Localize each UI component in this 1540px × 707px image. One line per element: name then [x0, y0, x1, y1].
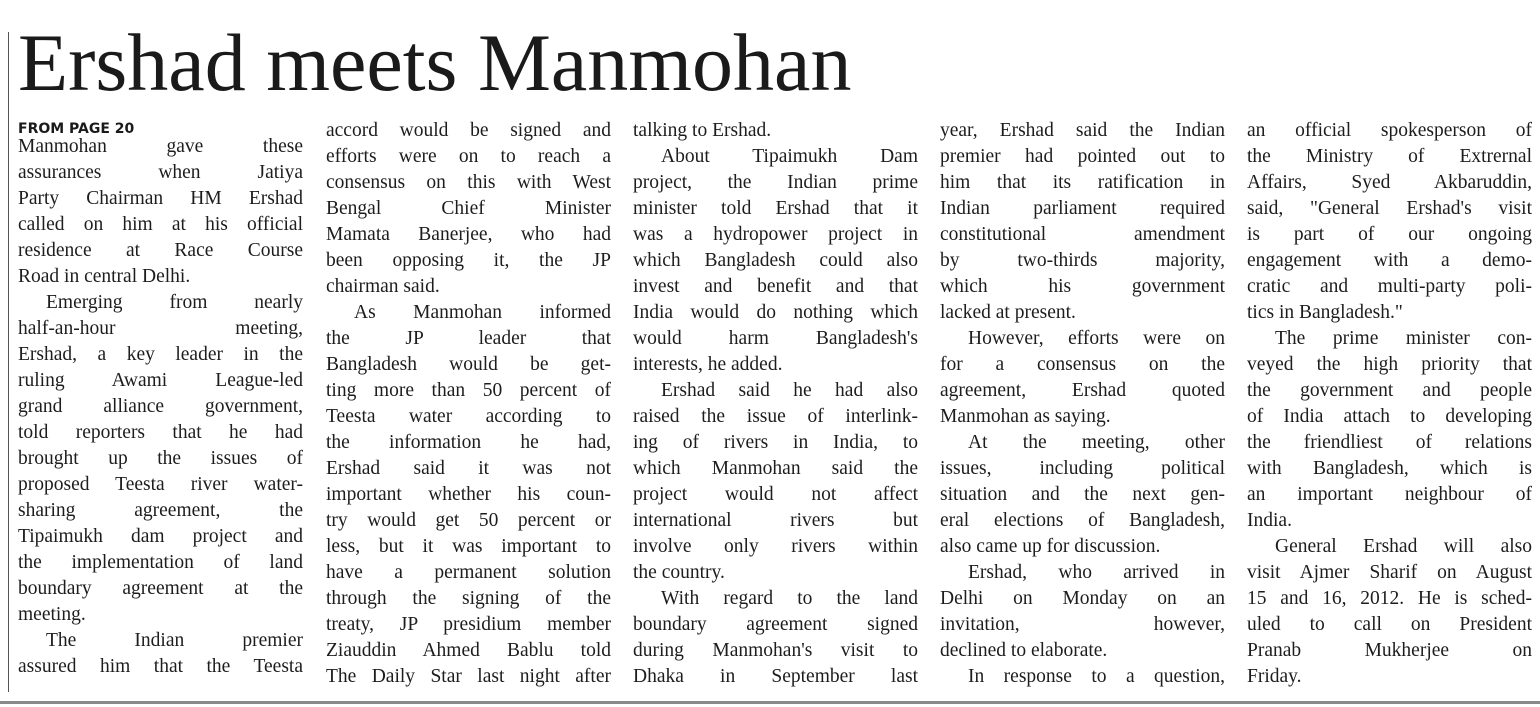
text-line: tics in Bangladesh." — [1247, 302, 1403, 323]
text-line: India. — [1247, 510, 1292, 531]
text-line: assured him that the Teesta — [18, 656, 303, 677]
text-line: half-an-hour meeting, — [18, 318, 303, 339]
text-line: try would get 50 percent or — [326, 510, 611, 531]
article-column-1 — [18, 118, 303, 680]
text-line: less, but it was important to — [326, 536, 611, 557]
text-line: ting more than 50 percent of — [326, 380, 611, 401]
text-line: boundary agreement signed — [633, 614, 918, 635]
text-line: invitation, however, — [940, 614, 1225, 635]
text-line: the Ministry of Extrernal — [1247, 146, 1532, 167]
bottom-rule — [0, 701, 1540, 704]
text-line: ruling Awami League-led — [18, 370, 303, 391]
text-line: proposed Teesta river water- — [18, 474, 303, 495]
text-line: cratic and multi-party poli- — [1247, 276, 1532, 297]
text-line: Teesta water according to — [326, 406, 611, 427]
text-line: Affairs, Syed Akbaruddin, — [1247, 172, 1532, 193]
text-line: would harm Bangladesh's — [633, 328, 918, 349]
text-line: the friendliest of relations — [1247, 432, 1532, 453]
text-line: Pranab Mukherjee on — [1247, 640, 1532, 661]
text-line: Dhaka in September last — [633, 666, 918, 687]
text-line: residence at Race Course — [18, 240, 303, 261]
text-line: ing of rivers in India, to — [633, 432, 918, 453]
text-line: him that its ratification in — [940, 172, 1225, 193]
text-line: by two-thirds majority, — [940, 250, 1225, 271]
text-line: grand alliance government, — [18, 396, 303, 417]
column-body — [633, 118, 918, 690]
text-line: engagement with a demo- — [1247, 250, 1532, 271]
text-line: veyed the high priority that — [1247, 354, 1532, 375]
text-line: accord would be signed and — [326, 120, 611, 141]
text-line: brought up the issues of — [18, 448, 303, 469]
text-line: was a hydropower project in — [633, 224, 918, 245]
column-body — [18, 134, 303, 680]
text-line: which Manmohan said the — [633, 458, 918, 479]
text-line: In response to a question, — [968, 666, 1225, 687]
text-line: which his government — [940, 276, 1225, 297]
text-line: the implementation of land — [18, 552, 303, 573]
text-line: At the meeting, other — [968, 432, 1225, 453]
text-line: called on him at his official — [18, 214, 303, 235]
text-line: 15 and 16, 2012. He is sched- — [1247, 588, 1532, 609]
text-line: through the signing of the — [326, 588, 611, 609]
text-line: consensus on this with West — [326, 172, 611, 193]
text-line: for a consensus on the — [940, 354, 1225, 375]
text-line: Ziauddin Ahmed Bablu told — [326, 640, 611, 661]
text-line: Indian parliament required — [940, 198, 1225, 219]
column-body — [326, 118, 611, 690]
text-line: is part of our ongoing — [1247, 224, 1532, 245]
text-line: treaty, JP presidium member — [326, 614, 611, 635]
text-line: Emerging from nearly — [46, 292, 303, 313]
column-body — [1247, 118, 1532, 690]
text-line: Bangladesh would be get- — [326, 354, 611, 375]
text-line: the government and people — [1247, 380, 1532, 401]
article-column-4 — [940, 118, 1225, 690]
text-line: Ershad, who arrived in — [968, 562, 1225, 583]
text-line: declined to elaborate. — [940, 640, 1108, 661]
text-line: interests, he added. — [633, 354, 783, 375]
text-line: agreement, Ershad quoted — [940, 380, 1225, 401]
text-line: also came up for discussion. — [940, 536, 1161, 557]
text-line: The Indian premier — [46, 630, 303, 651]
text-line: project, the Indian prime — [633, 172, 918, 193]
text-line: the country. — [633, 562, 725, 583]
column-body — [940, 118, 1225, 690]
text-line: However, efforts were on — [968, 328, 1225, 349]
text-line: Mamata Banerjee, who had — [326, 224, 611, 245]
text-line: With regard to the land — [661, 588, 918, 609]
text-line: year, Ershad said the Indian — [940, 120, 1225, 141]
text-line: visit Ajmer Sharif on August — [1247, 562, 1532, 583]
text-line: Tipaimukh dam project and — [18, 526, 303, 547]
text-line: General Ershad will also — [1275, 536, 1532, 557]
text-line: during Manmohan's visit to — [633, 640, 918, 661]
text-line: assurances when Jatiya — [18, 162, 303, 183]
text-line: Bengal Chief Minister — [326, 198, 611, 219]
text-line: raised the issue of interlink- — [633, 406, 918, 427]
text-line: The prime minister con- — [1275, 328, 1532, 349]
kicker: FROM PAGE 20 — [18, 121, 135, 137]
text-line: important whether his coun- — [326, 484, 611, 505]
text-line: international rivers but — [633, 510, 918, 531]
text-line: Manmohan gave these — [18, 136, 303, 157]
text-line: have a permanent solution — [326, 562, 611, 583]
text-line: been opposing it, the JP — [326, 250, 611, 271]
text-line: involve only rivers within — [633, 536, 918, 557]
text-line: As Manmohan informed — [354, 302, 611, 323]
left-column-rule — [8, 32, 9, 692]
text-line: an important neighbour of — [1247, 484, 1532, 505]
text-line: talking to Ershad. — [633, 120, 772, 141]
text-line: India would do nothing which — [633, 302, 918, 323]
text-line: which Bangladesh could also — [633, 250, 918, 271]
text-line: an official spokesperson of — [1247, 120, 1532, 141]
text-line: constitutional amendment — [940, 224, 1225, 245]
text-line: situation and the next gen- — [940, 484, 1225, 505]
text-line: Ershad, a key leader in the — [18, 344, 303, 365]
text-line: lacked at present. — [940, 302, 1076, 323]
text-line: premier had pointed out to — [940, 146, 1225, 167]
text-line: told reporters that he had — [18, 422, 303, 443]
text-line: issues, including political — [940, 458, 1225, 479]
text-line: minister told Ershad that it — [633, 198, 918, 219]
text-line: About Tipaimukh Dam — [661, 146, 918, 167]
text-line: project would not affect — [633, 484, 918, 505]
text-line: the JP leader that — [326, 328, 611, 349]
headline: Ershad meets Manmohan — [18, 17, 852, 108]
article-column-2 — [326, 118, 611, 690]
text-line: Manmohan as saying. — [940, 406, 1111, 427]
text-line: of India attach to developing — [1247, 406, 1532, 427]
text-line: invest and benefit and that — [633, 276, 918, 297]
text-line: chairman said. — [326, 276, 440, 297]
text-line: uled to call on President — [1247, 614, 1532, 635]
text-line: meeting. — [18, 604, 86, 625]
article-column-5 — [1247, 118, 1532, 690]
text-line: Road in central Delhi. — [18, 266, 191, 287]
text-line: eral elections of Bangladesh, — [940, 510, 1225, 531]
text-line: The Daily Star last night after — [326, 666, 611, 687]
text-line: Ershad said it was not — [326, 458, 611, 479]
article-column-3 — [633, 118, 918, 690]
text-line: Ershad said he had also — [661, 380, 918, 401]
text-line: efforts were on to reach a — [326, 146, 611, 167]
text-line: Friday. — [1247, 666, 1302, 687]
text-line: said, "General Ershad's visit — [1247, 198, 1532, 219]
text-line: boundary agreement at the — [18, 578, 303, 599]
text-line: Delhi on Monday on an — [940, 588, 1225, 609]
text-line: with Bangladesh, which is — [1247, 458, 1532, 479]
text-line: sharing agreement, the — [18, 500, 303, 521]
text-line: Party Chairman HM Ershad — [18, 188, 303, 209]
text-line: the information he had, — [326, 432, 611, 453]
